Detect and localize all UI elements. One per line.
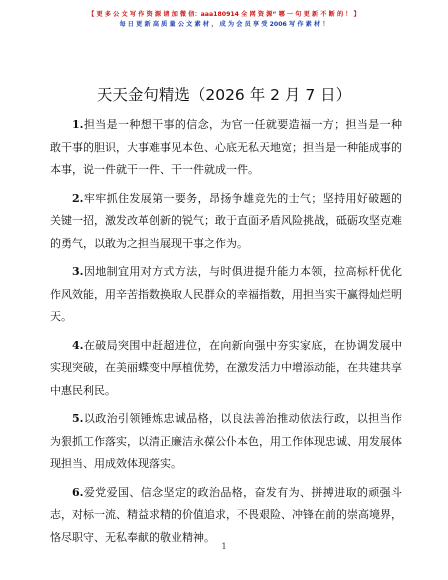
paragraph-4 (50, 335, 402, 403)
paragraph-text: 爱党爱国、信念坚定的政治品格，奋发有为、拼搏进取的顽强斗志，对标一流、精益求精的价值追求，不畏艰险、冲锋在前的崇高境界，恪尽职守、无私奉献的敬业精神。 (50, 485, 402, 544)
paragraph-number: 4. (72, 338, 84, 352)
paragraph-text: 以政治引领锤炼忠诚品格，以良法善治推动依法行政，以担当作为狠抓工作落实，以清正廉洁永葆公仆本色，用工作体现忠诚、用发展体现担当、用成效体现落实。 (50, 412, 402, 470)
banner-line-promo: 【 更 多 公 文 写 作 资 源 请 加 微 信：aaa180914 全 网 资 源“ 哪 一 句 更 新 不 断 的 ！ 】 (88, 11, 360, 18)
banner-line-membership: 每 日 更 新 高 质 量 公 文 素 材 ， 成 为 会 员 享 受 2006 写 作 素 材 ！ (119, 21, 329, 28)
paragraph-5 (50, 408, 402, 476)
paragraph-1 (50, 114, 402, 182)
paragraph-text: 在破局突围中赶超进位，在向新向强中夯实家底，在协调发展中实现突破，在美丽蝶变中厚植优势，在激发活力中增添动能，在共建共享中惠民利民。 (50, 338, 402, 397)
page-number: 1 (221, 542, 227, 551)
paragraph-text: 牢牢抓住发展第一要务，昂扬争雄竞先的士气；坚持用好破题的关键一招，激发改革创新的锐气；敢于直面矛盾风险挑战，砥砺攻坚克难的勇气，以敢为之担当展现干事之作为。 (50, 191, 402, 250)
paragraph-number: 2. (72, 191, 84, 205)
paragraph-text: 因地制宜用对方式方法，与时俱进提升能力本领，拉高标杆优化作风效能，用辛苦指数换取人民群众的幸福指数，用担当实干赢得灿烂明天。 (50, 265, 402, 323)
document-title: 天天金句精选（2026 年 2 月 7 日） (96, 86, 352, 104)
paragraph-number: 5. (72, 412, 84, 425)
document-body (50, 114, 402, 555)
paragraph-6 (50, 482, 402, 550)
paragraph-3 (50, 261, 402, 329)
paragraph-2 (50, 188, 402, 256)
paragraph-number: 6. (72, 485, 84, 499)
header-banner (0, 10, 448, 30)
paragraph-number: 3. (72, 265, 84, 278)
paragraph-number: 1. (72, 118, 84, 131)
paragraph-text: 担当是一种想干事的信念，为官一任就要造福一方；担当是一种敢干事的胆识，大事难事见本色、心底无私天地宽；担当是一种能成事的本事，说一件就干一件、干一件就成一件。 (50, 118, 402, 176)
